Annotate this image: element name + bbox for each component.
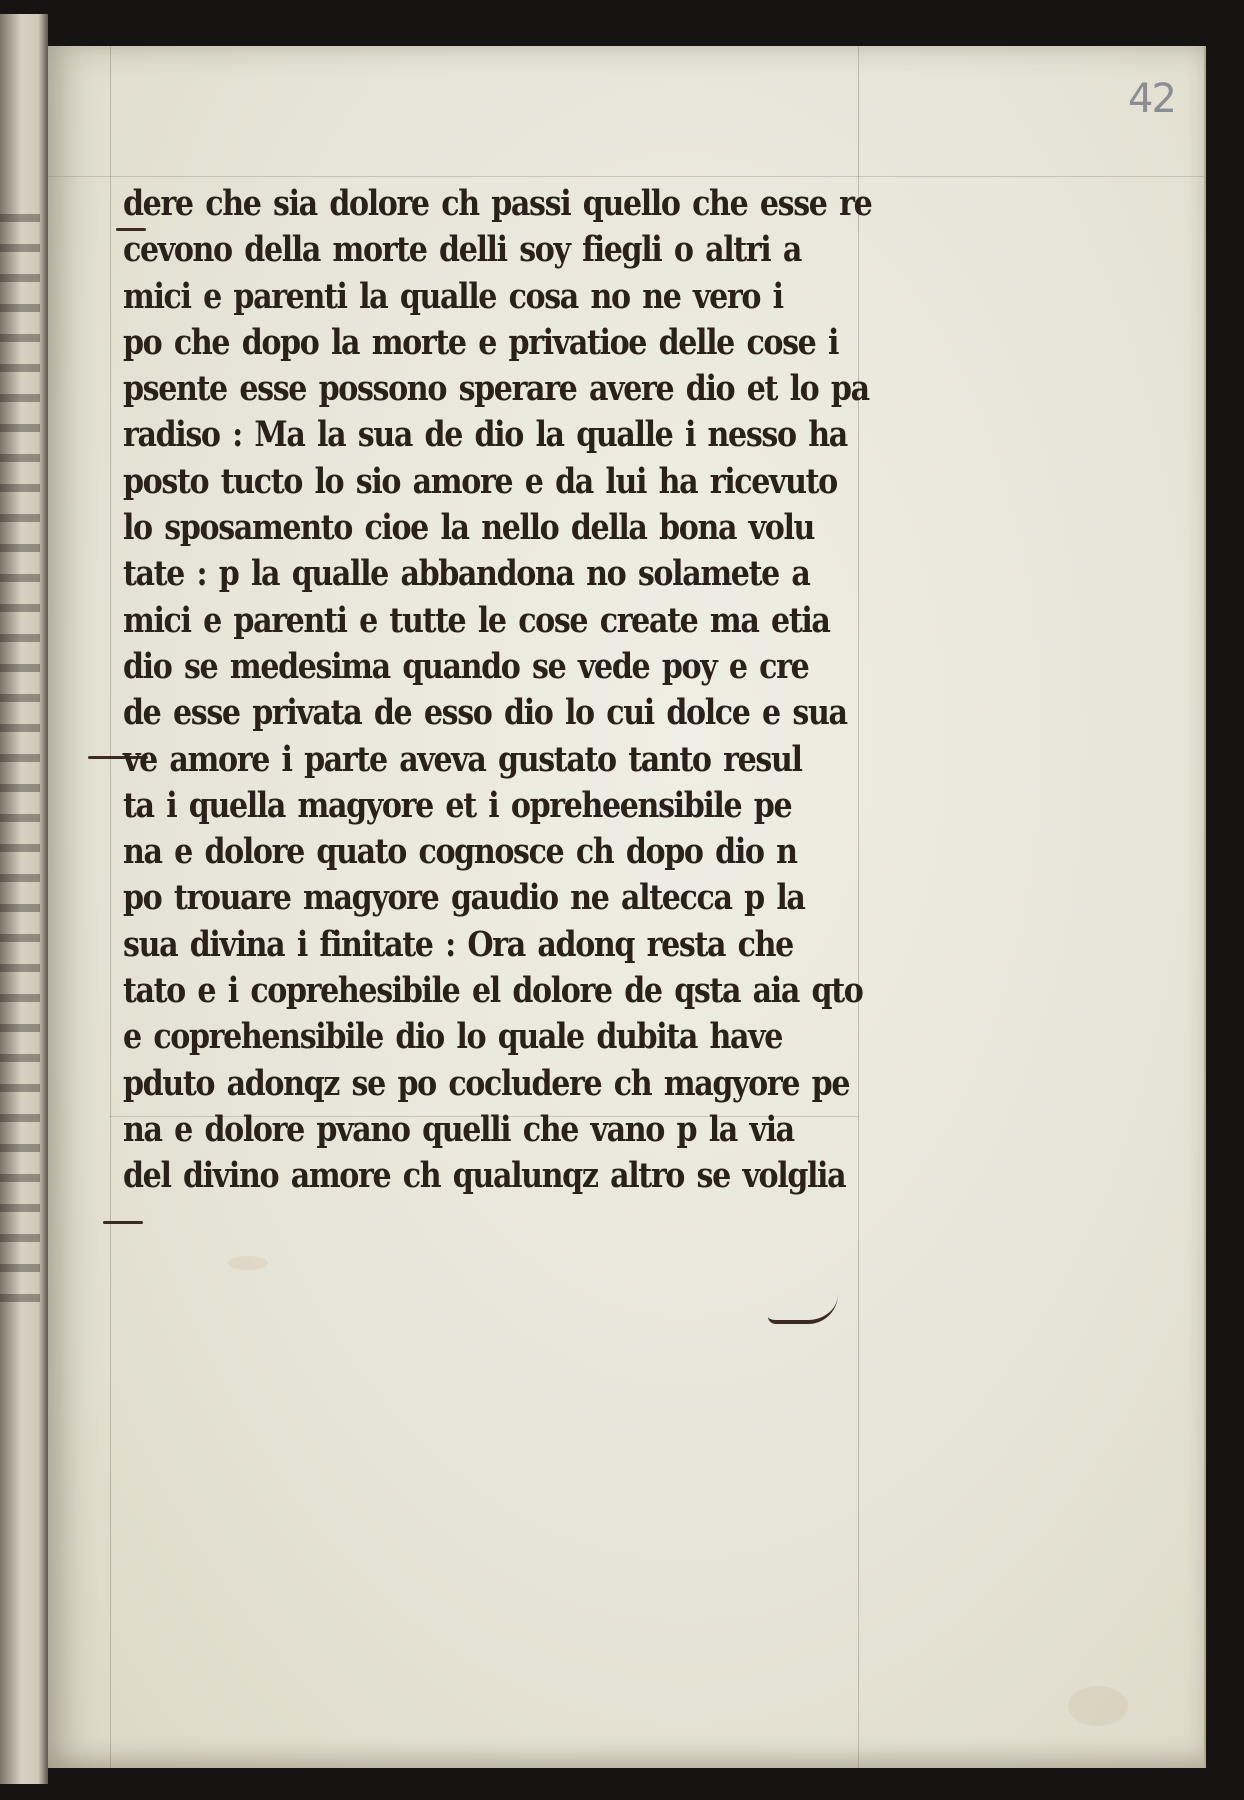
text-line: del divino amore ch qualunqz altro se volglia (123, 1155, 846, 1197)
text-line: lo sposamento cioe la nello della bona volu (123, 507, 815, 549)
text-line: cevono della morte delli soy fiegli o altri a (123, 229, 802, 271)
text-line: mici e parenti e tutte le cose create ma etia (123, 599, 830, 641)
ruling-top (48, 176, 1204, 177)
text-line: tate : p la qualle abbandona no solamete a (123, 553, 810, 595)
ruling-left (110, 46, 111, 1768)
text-line: e coprehensibile dio lo quale dubita have (123, 1016, 783, 1058)
text-line: pduto adonqz se po cocludere ch magyore pe (123, 1062, 850, 1104)
text-line: mici e parenti la qualle cosa no ne vero i (123, 275, 783, 317)
previous-page-edge (0, 14, 48, 1784)
text-line: dere che sia dolore ch passi quello che esse re (123, 183, 872, 224)
text-line: psente esse possono sperare avere dio et lo pa (123, 368, 869, 410)
text-line: radiso : Ma la sua de dio la qualle i nesso ha (123, 414, 847, 456)
text-line: po trouare magyore gaudio ne altecca p la (123, 877, 805, 919)
text-line: na e dolore quato cognosce ch dopo dio n (123, 831, 797, 873)
text-line: tato e i coprehesibile el dolore de qsta aia qto (123, 970, 863, 1012)
text-line: ta i quella magyore et i opreheensibile pe (123, 784, 792, 826)
parchment-stain (1068, 1686, 1128, 1726)
manuscript-text (123, 181, 933, 1200)
text-line: po che dopo la morte e privatioe delle cose i (123, 321, 839, 363)
text-line: posto tucto lo sio amore e da lui ha ricevuto (123, 460, 837, 502)
text-line: sua divina i finitate : Ora adonq resta che (123, 923, 793, 965)
terminal-flourish (768, 1294, 838, 1324)
parchment-stain (228, 1256, 268, 1270)
margin-stroke (103, 1221, 143, 1224)
text-line: de esse privata de esso dio lo cui dolce e sua (123, 692, 847, 734)
previous-page-text-fragment (0, 214, 40, 1304)
manuscript-folio (48, 46, 1206, 1768)
text-line: dio se medesima quando se vede poy e cre (123, 645, 809, 687)
text-line: na e dolore pvano quelli che vano p la via (123, 1108, 794, 1150)
folio-number: 42 (1128, 76, 1175, 122)
text-line: ve amore i parte aveva gustato tanto resul (123, 738, 802, 780)
